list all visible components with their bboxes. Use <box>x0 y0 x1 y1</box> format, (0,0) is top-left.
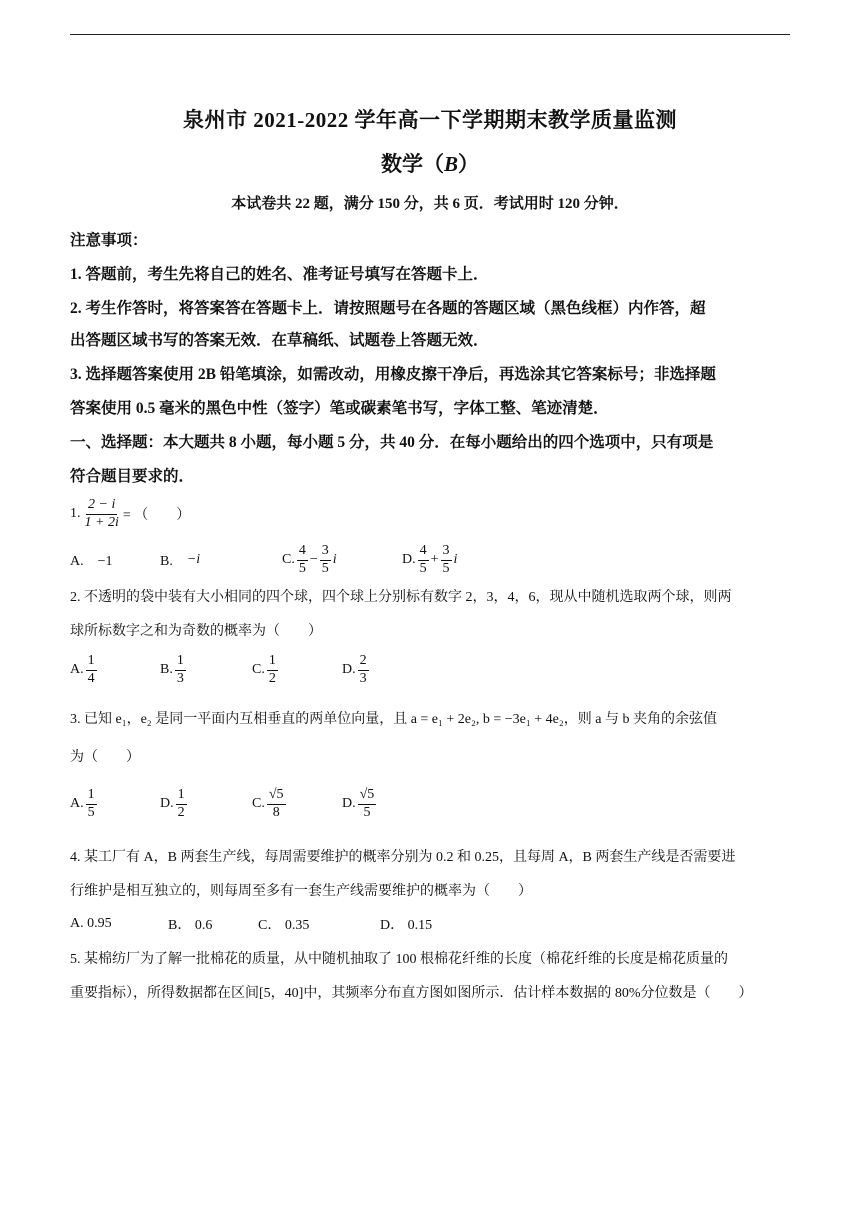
numerator: 3 <box>441 544 452 561</box>
q2-option-b <box>160 648 188 692</box>
section-1-line-1: 一、选择题：本大题共 8 小题，每小题 5 分，共 40 分．在每小题给出的四个选项中，只有项是 <box>70 434 714 451</box>
fraction <box>267 788 286 820</box>
numerator: 1 <box>86 788 97 805</box>
denominator: 3 <box>359 670 367 686</box>
fraction <box>441 544 452 576</box>
q1-fraction-denominator: 1 + 2i <box>84 514 119 530</box>
note-item-3-line-1: 3. 选择题答案使用 2B 铅笔填涂，如需改动，用橡皮擦干净后，再选涂其它答案标号；非选择题 <box>70 366 716 383</box>
note-item-2-line-2: 出答题区域书写的答案无效．在草稿纸、试题卷上答题无效． <box>70 332 489 349</box>
denominator: 5 <box>298 560 306 576</box>
numerator: 1 <box>267 654 278 671</box>
q3-option-d <box>342 782 378 826</box>
paren-open: （ <box>422 152 444 176</box>
denominator: 2 <box>177 804 185 820</box>
denominator: 5 <box>321 560 329 576</box>
operator: − <box>309 552 318 567</box>
q4-option-b: B． 0.6 <box>168 918 213 933</box>
paren-close: ） <box>458 152 479 176</box>
numerator: 3 <box>320 544 331 561</box>
fraction <box>176 788 187 820</box>
denominator: 8 <box>272 804 280 820</box>
q2-line-1: 2. 不透明的袋中装有大小相同的四个球，四个球上分别标有数字 2，3，4，6，现从中随机选取两个球，则两 <box>70 590 732 605</box>
operator: + <box>430 552 439 567</box>
q4-option-d: D． 0.15 <box>380 918 433 933</box>
q4-line-2: 行维护是相互独立的，则每周至多有一套生产线需要维护的概率为（ ） <box>70 884 532 899</box>
option-label: C. <box>252 662 265 677</box>
denominator: 2 <box>268 670 276 686</box>
notes-heading: 注意事项： <box>70 232 148 249</box>
fraction <box>358 788 377 820</box>
q3-line-2: 为（ ） <box>70 750 140 765</box>
q5-line-2: 重要指标），所得数据都在区间[5，40]中，其频率分布直方图如图所示．估计样本数据的 80%分位数是（ ） <box>70 986 753 1001</box>
q2-option-a <box>70 648 99 692</box>
question-1 <box>70 494 190 534</box>
fraction <box>358 654 369 686</box>
option-label: C. <box>252 796 265 811</box>
option-label: D. <box>342 662 356 677</box>
option-label: C. <box>282 552 295 567</box>
exam-title: 泉州市 2021-2022 学年高一下学期期末教学质量监测 <box>183 108 677 132</box>
denominator: 3 <box>176 670 184 686</box>
option-label: B. <box>160 662 173 677</box>
q2-option-d <box>342 648 371 692</box>
numerator: 4 <box>297 544 308 561</box>
q1-option-b <box>160 538 200 582</box>
q1-fraction <box>83 498 121 530</box>
numerator: √5 <box>358 788 377 805</box>
subject-variant: B <box>443 152 458 176</box>
exam-subject <box>0 148 860 178</box>
fraction <box>86 788 97 820</box>
q3-option-c <box>252 782 288 826</box>
q3-option-a <box>70 782 99 826</box>
fraction <box>267 654 278 686</box>
fraction <box>175 654 186 686</box>
option-label: D. <box>402 552 416 567</box>
q3-option-d-first <box>160 782 189 826</box>
note-item-2-line-1: 2. 考生作答时，将答案答在答题卡上．请按照题号在各题的答题区域（黑色线框）内作答，超 <box>70 300 706 317</box>
q1-number: 1. <box>70 506 81 521</box>
subject-name: 数学 <box>380 152 423 176</box>
option-label: A. <box>70 662 84 677</box>
q3-line-1: 3. 已知 e₁，e₂ 是同一平面内互相垂直的两单位向量，且 a = e₁ + 2e₂, b = −3e₁ + 4e₂，则 a 与 b 夹角的余弦值 <box>70 712 717 727</box>
q1-option-d <box>402 538 457 582</box>
option-label: B. <box>160 554 187 569</box>
q2-option-c <box>252 648 280 692</box>
denominator: 5 <box>442 560 450 576</box>
q4-option-a: A. 0.95 <box>70 916 112 931</box>
q1-fraction-numerator: 2 − i <box>86 498 117 515</box>
numerator: 1 <box>86 654 97 671</box>
note-item-3-line-2: 答案使用 0.5 毫米的黑色中性（签字）笔或碳素笔书写，字体工整、笔迹清楚． <box>70 400 609 417</box>
fraction <box>297 544 308 576</box>
option-label: D. <box>342 796 356 811</box>
q1-option-a: A. −1 <box>70 554 113 569</box>
fraction <box>418 544 429 576</box>
exam-intro: 本试卷共 22 题，满分 150 分，共 6 页．考试用时 120 分钟． <box>231 196 629 212</box>
numerator: 1 <box>175 654 186 671</box>
option-label: D. <box>160 796 174 811</box>
imaginary-unit: i <box>332 552 337 567</box>
fraction <box>320 544 331 576</box>
q1-tail: = （ ） <box>122 508 191 523</box>
denominator: 5 <box>419 560 427 576</box>
denominator: 4 <box>87 670 95 686</box>
numerator: 4 <box>418 544 429 561</box>
denominator: 5 <box>87 804 95 820</box>
note-item-1: 1. 答题前，考生先将自己的姓名、准考证号填写在答题卡上． <box>70 266 489 283</box>
numerator: √5 <box>267 788 286 805</box>
imaginary-unit: i <box>453 552 458 567</box>
q4-option-c: C． 0.35 <box>258 918 310 933</box>
option-value: −i <box>186 552 201 567</box>
header-rule <box>70 34 790 35</box>
q4-line-1: 4. 某工厂有 A，B 两套生产线，每周需要维护的概率分别为 0.2 和 0.25，且每周 A，B 两套生产线是否需要进 <box>70 850 736 865</box>
q2-line-2: 球所标数字之和为奇数的概率为（ ） <box>70 624 322 639</box>
section-1-line-2: 符合题目要求的． <box>70 468 195 485</box>
q1-option-c <box>282 538 337 582</box>
fraction <box>86 654 97 686</box>
numerator: 1 <box>176 788 187 805</box>
denominator: 5 <box>363 804 371 820</box>
option-label: A. <box>70 796 84 811</box>
numerator: 2 <box>358 654 369 671</box>
q5-line-1: 5. 某棉纺厂为了解一批棉花的质量，从中随机抽取了 100 根棉花纤维的长度（棉花纤维的长度是棉花质量的 <box>70 952 728 967</box>
